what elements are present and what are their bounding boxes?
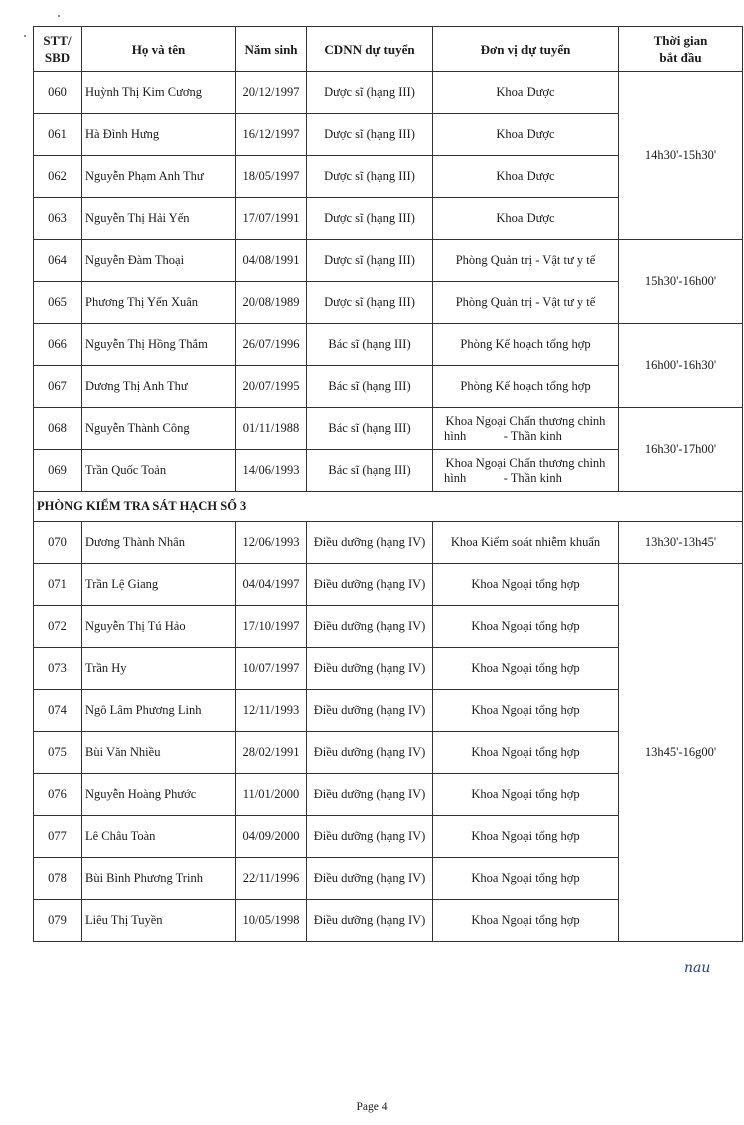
cell-unit: Khoa Ngoại tổng hợp [433, 690, 619, 732]
table-row [34, 324, 743, 366]
cell-cdnn: Dược sĩ (hạng III) [307, 72, 433, 114]
cell-name: Trần Lệ Giang [82, 564, 236, 606]
cell-name: Nguyễn Thị Tú Hảo [82, 606, 236, 648]
cell-name: Trần Hy [82, 648, 236, 690]
cell-cdnn: Dược sĩ (hạng III) [307, 114, 433, 156]
cell-name: Ngô Lâm Phương Linh [82, 690, 236, 732]
cell-birth: 12/06/1993 [236, 522, 307, 564]
cell-cdnn: Dược sĩ (hạng III) [307, 240, 433, 282]
cell-cdnn: Điều dưỡng (hạng IV) [307, 816, 433, 858]
cell-birth: 10/07/1997 [236, 648, 307, 690]
cell-unit: Khoa Kiểm soát nhiễm khuẩn [433, 522, 619, 564]
cell-unit: Phòng Quản trị - Vật tư y tế [433, 282, 619, 324]
cell-cdnn: Điều dưỡng (hạng IV) [307, 606, 433, 648]
cell-time: 13h30'-13h45' [619, 522, 743, 564]
cell-stt: 073 [34, 648, 82, 690]
header-cdnn: CDNN dự tuyển [307, 27, 433, 72]
cell-birth: 10/05/1998 [236, 900, 307, 942]
cell-name: Nguyễn Thị Hải Yến [82, 198, 236, 240]
table-row [34, 564, 743, 606]
cell-unit: Khoa Ngoại tổng hợp [433, 732, 619, 774]
cell-stt: 062 [34, 156, 82, 198]
signature-initials: nau [684, 960, 711, 976]
cell-birth: 20/12/1997 [236, 72, 307, 114]
cell-time: 16h00'-16h30' [619, 324, 743, 408]
page-number: Page 4 [356, 1101, 388, 1113]
scan-speck [58, 15, 60, 17]
cell-stt: 061 [34, 114, 82, 156]
cell-unit: Khoa Ngoại tổng hợp [433, 564, 619, 606]
cell-birth: 11/01/2000 [236, 774, 307, 816]
cell-unit: Phòng Kế hoạch tổng hợp [433, 366, 619, 408]
cell-cdnn: Điều dưỡng (hạng IV) [307, 522, 433, 564]
cell-birth: 12/11/1993 [236, 690, 307, 732]
cell-stt: 065 [34, 282, 82, 324]
cell-stt: 077 [34, 816, 82, 858]
cell-unit: Phòng Quản trị - Vật tư y tế [433, 240, 619, 282]
cell-name: Bùi Bình Phương Trinh [82, 858, 236, 900]
cell-name: Hà Đình Hưng [82, 114, 236, 156]
cell-birth: 14/06/1993 [236, 450, 307, 492]
cell-unit: Khoa Ngoại Chấn thương chỉnh hình - Thần kinh [433, 450, 619, 492]
cell-time: 16h30'-17h00' [619, 408, 743, 492]
cell-cdnn: Điều dưỡng (hạng IV) [307, 774, 433, 816]
cell-cdnn: Điều dưỡng (hạng IV) [307, 732, 433, 774]
cell-stt: 078 [34, 858, 82, 900]
cell-stt: 067 [34, 366, 82, 408]
cell-time: 14h30'-15h30' [619, 72, 743, 240]
cell-stt: 063 [34, 198, 82, 240]
cell-birth: 01/11/1988 [236, 408, 307, 450]
cell-stt: 060 [34, 72, 82, 114]
cell-unit: Khoa Ngoại tổng hợp [433, 858, 619, 900]
header-unit: Đơn vị dự tuyển [433, 27, 619, 72]
table-row [34, 72, 743, 114]
cell-cdnn: Dược sĩ (hạng III) [307, 198, 433, 240]
cell-unit: Khoa Dược [433, 198, 619, 240]
cell-birth: 04/04/1997 [236, 564, 307, 606]
cell-cdnn: Bác sĩ (hạng III) [307, 324, 433, 366]
cell-cdnn: Điều dưỡng (hạng IV) [307, 900, 433, 942]
cell-unit: Khoa Ngoại tổng hợp [433, 774, 619, 816]
cell-cdnn: Dược sĩ (hạng III) [307, 282, 433, 324]
cell-birth: 17/10/1997 [236, 606, 307, 648]
cell-birth: 04/08/1991 [236, 240, 307, 282]
section-row [34, 492, 743, 522]
cell-name: Nguyễn Thành Công [82, 408, 236, 450]
cell-birth: 22/11/1996 [236, 858, 307, 900]
cell-stt: 071 [34, 564, 82, 606]
cell-stt: 072 [34, 606, 82, 648]
cell-cdnn: Bác sĩ (hạng III) [307, 366, 433, 408]
cell-unit: Khoa Ngoại tổng hợp [433, 648, 619, 690]
cell-stt: 079 [34, 900, 82, 942]
cell-stt: 075 [34, 732, 82, 774]
cell-name: Nguyễn Đàm Thoại [82, 240, 236, 282]
cell-unit: Khoa Dược [433, 156, 619, 198]
cell-cdnn: Điều dưỡng (hạng IV) [307, 690, 433, 732]
cell-birth: 20/08/1989 [236, 282, 307, 324]
scan-speck [24, 35, 26, 37]
header-time: Thời gian bắt đầu [619, 27, 743, 72]
cell-name: Nguyễn Phạm Anh Thư [82, 156, 236, 198]
cell-cdnn: Dược sĩ (hạng III) [307, 156, 433, 198]
header-stt: STT/ SBD [34, 27, 82, 72]
cell-unit: Khoa Ngoại tổng hợp [433, 816, 619, 858]
cell-name: Lê Châu Toàn [82, 816, 236, 858]
cell-birth: 16/12/1997 [236, 114, 307, 156]
header-name: Họ và tên [82, 27, 236, 72]
cell-cdnn: Điều dưỡng (hạng IV) [307, 564, 433, 606]
cell-unit: Phòng Kế hoạch tổng hợp [433, 324, 619, 366]
cell-cdnn: Điều dưỡng (hạng IV) [307, 648, 433, 690]
candidate-table [33, 26, 743, 942]
cell-name: Dương Thị Anh Thư [82, 366, 236, 408]
cell-name: Bùi Văn Nhiều [82, 732, 236, 774]
header-birth: Năm sinh [236, 27, 307, 72]
cell-stt: 064 [34, 240, 82, 282]
cell-stt: 074 [34, 690, 82, 732]
cell-birth: 20/07/1995 [236, 366, 307, 408]
cell-unit: Khoa Dược [433, 114, 619, 156]
cell-name: Dương Thành Nhân [82, 522, 236, 564]
cell-name: Liêu Thị Tuyền [82, 900, 236, 942]
section-title: PHÒNG KIỂM TRA SÁT HẠCH SỐ 3 [34, 492, 743, 522]
cell-stt: 066 [34, 324, 82, 366]
cell-stt: 069 [34, 450, 82, 492]
cell-time: 13h45'-16g00' [619, 564, 743, 942]
cell-birth: 28/02/1991 [236, 732, 307, 774]
cell-unit: Khoa Dược [433, 72, 619, 114]
cell-birth: 04/09/2000 [236, 816, 307, 858]
cell-stt: 076 [34, 774, 82, 816]
table-header [34, 27, 743, 72]
table-row [34, 522, 743, 564]
cell-birth: 17/07/1991 [236, 198, 307, 240]
cell-name: Huỳnh Thị Kim Cương [82, 72, 236, 114]
cell-unit: Khoa Ngoại tổng hợp [433, 606, 619, 648]
table-row [34, 240, 743, 282]
cell-stt: 068 [34, 408, 82, 450]
cell-name: Trần Quốc Toản [82, 450, 236, 492]
cell-cdnn: Bác sĩ (hạng III) [307, 450, 433, 492]
cell-stt: 070 [34, 522, 82, 564]
cell-unit: Khoa Ngoại tổng hợp [433, 900, 619, 942]
cell-unit: Khoa Ngoại Chấn thương chỉnh hình - Thần kinh [433, 408, 619, 450]
cell-birth: 26/07/1996 [236, 324, 307, 366]
cell-name: Nguyễn Thị Hồng Thắm [82, 324, 236, 366]
cell-cdnn: Bác sĩ (hạng III) [307, 408, 433, 450]
cell-birth: 18/05/1997 [236, 156, 307, 198]
table-row [34, 408, 743, 450]
cell-cdnn: Điều dưỡng (hạng IV) [307, 858, 433, 900]
cell-name: Nguyễn Hoàng Phước [82, 774, 236, 816]
cell-time: 15h30'-16h00' [619, 240, 743, 324]
cell-name: Phương Thị Yến Xuân [82, 282, 236, 324]
